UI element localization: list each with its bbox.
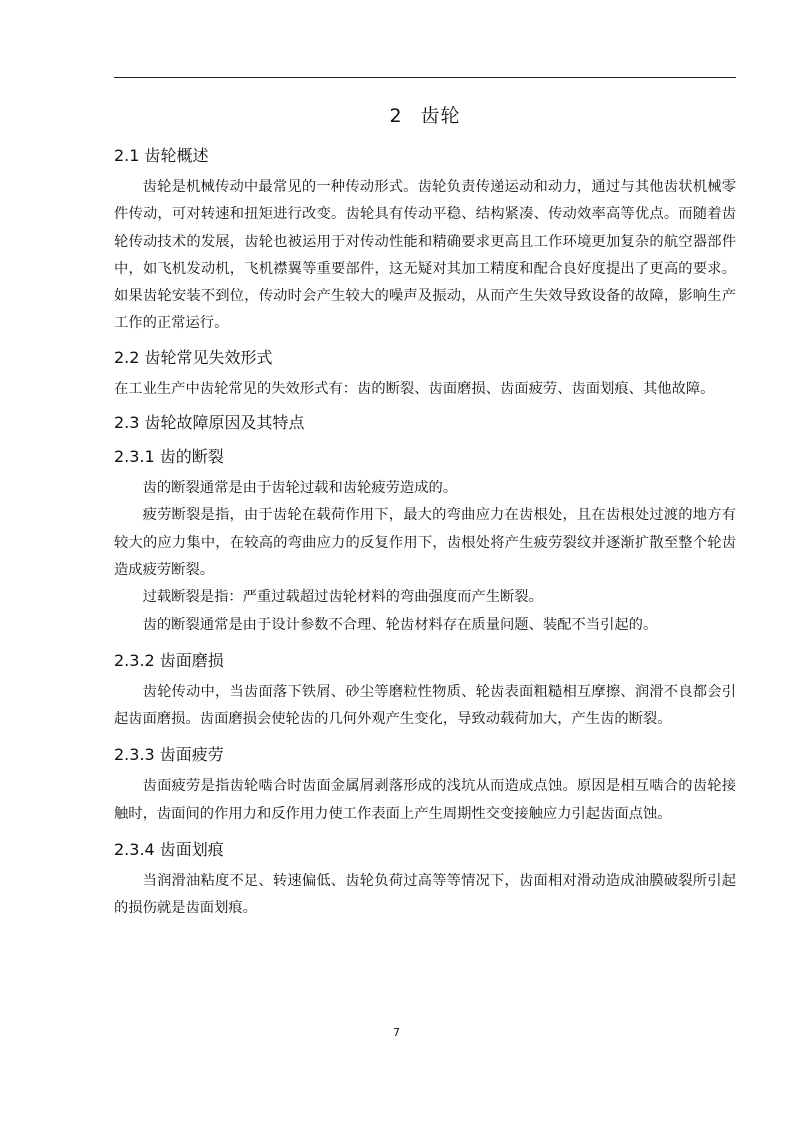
paragraph-fatigue: 齿面疲劳是指齿轮啮合时齿面金属屑剥落形成的浅坑从而造成点蚀。原因是相互啮合的齿轮接触时，齿面间的作用力和反作用力使工作表面上产生周期性交变接触应力引起齿面点蚀。 (114, 778, 736, 822)
section-heading-2-2: 2.2 齿轮常见失效形式 (114, 347, 273, 367)
section-heading-2-1: 2.1 齿轮概述 (114, 146, 209, 165)
paragraph-fracture-4: 齿的断裂通常是由于设计参数不合理、轮齿材料存在质量问题、装配不当引起的。 (142, 616, 658, 633)
paragraph-failure-forms: 在工业生产中齿轮常见的失效形式有：齿的断裂、齿面磨损、齿面疲劳、齿面划痕、其他故障。 (114, 380, 715, 397)
section-heading-2-3: 2.3 齿轮故障原因及其特点 (114, 413, 305, 433)
paragraph-fracture-1: 齿的断裂通常是由于齿轮过载和齿轮疲劳造成的。 (142, 480, 458, 497)
chapter-title (114, 100, 736, 132)
subsection-heading-2-3-2: 2.3.2 齿面磨损 (114, 650, 224, 670)
header-rule (114, 77, 736, 78)
paragraph-wear: 齿轮传动中，当齿面落下铁屑、砂尘等磨粒性物质、轮齿表面粗糙相互摩擦、润滑不良都会引起齿面磨损。齿面磨损会使轮齿的几何外观产生变化，导致动载荷加大，产生齿的断裂。 (114, 683, 736, 728)
paragraph-fracture-3: 过载断裂是指：严重过载超过齿轮材料的弯曲强度而产生断裂。 (142, 589, 543, 606)
chapter-title-text: 齿轮 (420, 105, 461, 127)
paragraph-scratch: 当润滑油粘度不足、转速偏低、齿轮负荷过高等等情况下，齿面相对滑动造成油膜破裂所引起的损伤就是齿面划痕。 (114, 873, 736, 917)
paragraph-gear-overview: 齿轮是机械传动中最常见的一种传动形式。齿轮负责传递运动和动力，通过与其他齿状机械零件传动，可对转速和扭矩进行改变。齿轮具有传动平稳、结构紧凑、传动效率高等优点。而随着齿轮传动技术的发展，齿轮也被运用于对传动性能和精确要求更高且工作环境更加复杂的航空器部件中，如飞机发动机，飞机襟翼等重要部件，这无疑对其加工精度和配合良好度提出了更高的要求。如果齿轮安装不到位，传动时会产生较大的噪声及振动，从而产生失效导致设备的故障，影响生产工作的正常运行。 (114, 179, 736, 332)
subsection-heading-2-3-3: 2.3.3 齿面疲劳 (114, 745, 224, 765)
page-body (114, 100, 736, 923)
page-number: 7 (393, 1026, 400, 1039)
subsection-heading-2-3-1: 2.3.1 齿的断裂 (114, 447, 224, 467)
subsection-heading-2-3-4: 2.3.4 齿面划痕 (114, 840, 224, 860)
chapter-number: 2 (389, 105, 403, 127)
paragraph-fracture-2: 疲劳断裂是指，由于齿轮在载荷作用下，最大的弯曲应力在齿根处，且在齿根处过渡的地方有较大的应力集中，在较高的弯曲应力的反复作用下，齿根处将产生疲劳裂纹并逐渐扩散至整个轮齿造成疲劳断裂。 (114, 507, 736, 578)
